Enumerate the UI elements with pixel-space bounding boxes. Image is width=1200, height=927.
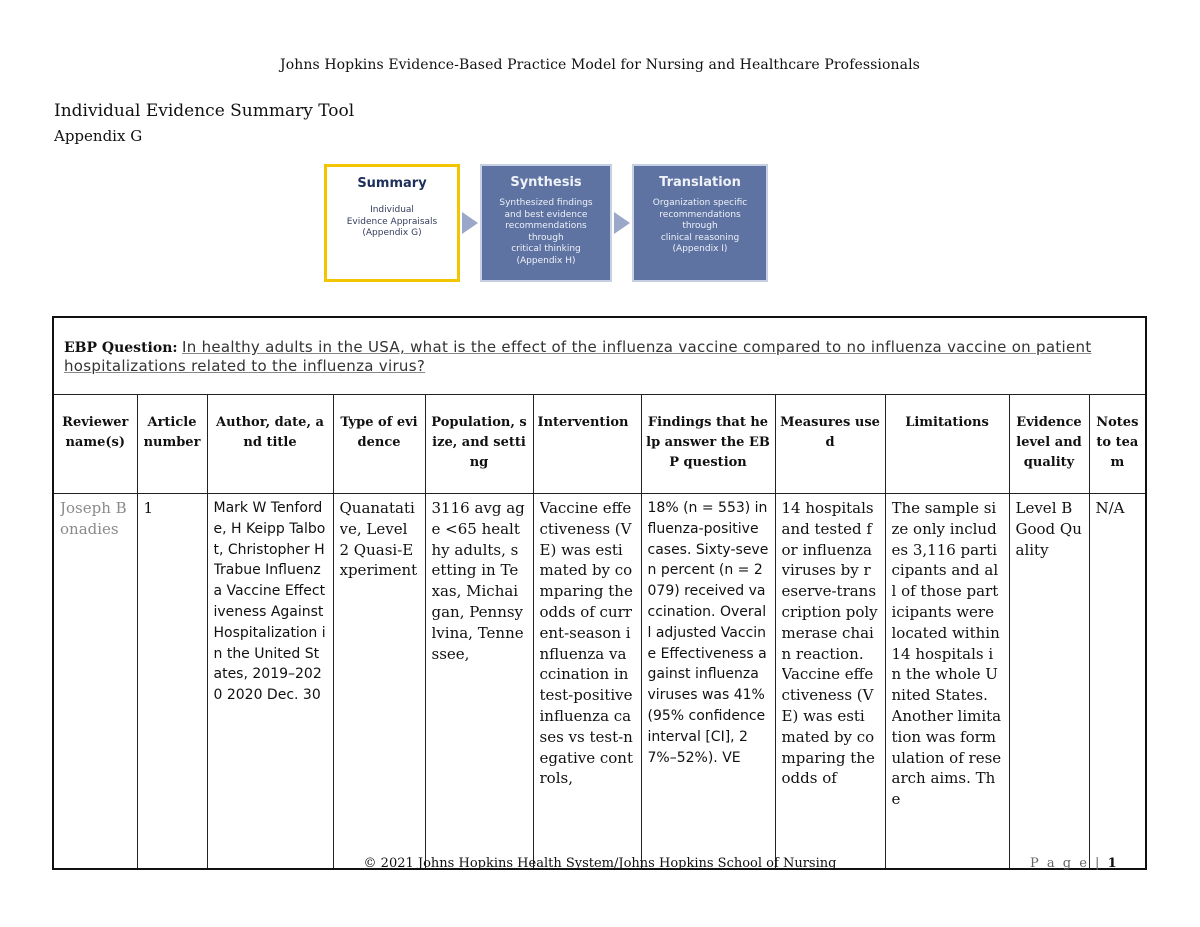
ebp-question-text[interactable]: In healthy adults in the USA, what is the effect of the influenza vaccine compared to no influenza vaccine on patient hospitalizations related to the influenza virus? xyxy=(64,338,1092,375)
col-header-evidence-level: Evidence level and quality xyxy=(1009,395,1089,494)
cell-limitations[interactable] xyxy=(885,494,1009,870)
translation-box xyxy=(632,164,768,282)
cell-measures-text: 14 hospitals and tested for influenza viruses by reserve-transcription polymerase chain reaction. Vaccine effectiveness (VE) was estimated by comparing the odds of xyxy=(781,499,878,788)
ebp-question-cell xyxy=(53,317,1146,395)
cell-limitations-text: The sample size only includes 3,116 participants and all of those participants were located within 14 hospitals in the whole United States. Another limitation was formulation of research aims. The xyxy=(891,499,1002,809)
cell-notes-text: N/A xyxy=(1095,499,1125,517)
document-subtitle: Appendix G xyxy=(54,127,143,145)
arrow-right-icon xyxy=(614,212,630,234)
col-header-limitations: Limitations xyxy=(885,395,1009,494)
cell-findings[interactable] xyxy=(641,494,775,870)
summary-title: Summary xyxy=(357,176,427,191)
col-header-notes: Notes to team xyxy=(1089,395,1146,494)
synthesis-box xyxy=(480,164,612,282)
translation-description: Organization specific recommendations through clinical reasoning (Appendix I) xyxy=(652,198,748,254)
col-header-type: Type of evidence xyxy=(333,395,425,494)
evidence-summary-table xyxy=(52,316,1147,870)
arrow-right-icon xyxy=(462,212,478,234)
summary-box xyxy=(324,164,460,282)
cell-notes[interactable] xyxy=(1089,494,1146,870)
cell-population-text: 3116 avg age <65 healthy adults, setting in Texas, Michaigan, Pennsylvina, Tennessee, xyxy=(431,499,525,663)
ebp-question-label: EBP Question: xyxy=(64,340,178,356)
cell-author-text: Mark W Tenforde, H Keipp Talbot, Christopher H Trabue Influenza Vaccine Effectiveness Against Hospitalization in the United States, 2019–2020 2020 Dec. 30 xyxy=(213,500,326,704)
col-header-author: Author, date, and title xyxy=(207,395,333,494)
document-title: Individual Evidence Summary Tool xyxy=(54,101,355,121)
cell-reviewer-text: Joseph Bonadies xyxy=(60,499,127,538)
col-header-measures: Measures used xyxy=(775,395,885,494)
cell-measures[interactable] xyxy=(775,494,885,870)
col-header-intervention: Intervention xyxy=(533,395,641,494)
copyright-footer: © 2021 Johns Hopkins Health System/Johns Hopkins School of Nursing xyxy=(363,856,837,871)
cell-article-number-text: 1 xyxy=(143,499,154,517)
col-header-population: Population, size, and setting xyxy=(425,395,533,494)
cell-evidence-level-text: Level B Good Quality xyxy=(1015,499,1082,559)
page-label: P a g e | xyxy=(1030,856,1102,871)
cell-population[interactable] xyxy=(425,494,533,870)
col-header-article-number: Article number xyxy=(137,395,207,494)
cell-type-text: Quanatative, Level 2 Quasi-Experiment xyxy=(339,499,418,580)
document-header: Johns Hopkins Evidence-Based Practice Model for Nursing and Healthcare Professionals xyxy=(280,57,920,73)
cell-author[interactable] xyxy=(207,494,333,870)
summary-description: Individual Evidence Appraisals (Appendix G) xyxy=(346,205,438,238)
page-number xyxy=(1030,856,1119,871)
cell-article-number[interactable] xyxy=(137,494,207,870)
col-header-reviewer: Reviewer name(s) xyxy=(53,395,137,494)
cell-intervention-text: Vaccine effectiveness (VE) was estimated by comparing the odds of current-season influenza vaccination in test-positive influenza cases vs test-negative controls, xyxy=(539,499,633,788)
synthesis-title: Synthesis xyxy=(510,175,582,190)
cell-evidence-level[interactable] xyxy=(1009,494,1089,870)
cell-type[interactable] xyxy=(333,494,425,870)
cell-reviewer[interactable] xyxy=(53,494,137,870)
synthesis-description: Synthesized findings and best evidence recommendations through critical thinking (Appendix H) xyxy=(499,198,593,266)
ebp-flow-diagram xyxy=(322,164,772,286)
col-header-findings: Findings that help answer the EBP question xyxy=(641,395,775,494)
cell-findings-text: 18% (n = 553) influenza-positive cases. Sixty-seven percent (n = 2079) received vaccination. Overall adjusted Vaccine Effectiveness against influenza viruses was 41% (95% confidence interval [CI], 27%–52%). VE xyxy=(647,500,769,766)
cell-intervention[interactable] xyxy=(533,494,641,870)
translation-title: Translation xyxy=(659,175,741,190)
page-number-value: 1 xyxy=(1107,856,1119,871)
